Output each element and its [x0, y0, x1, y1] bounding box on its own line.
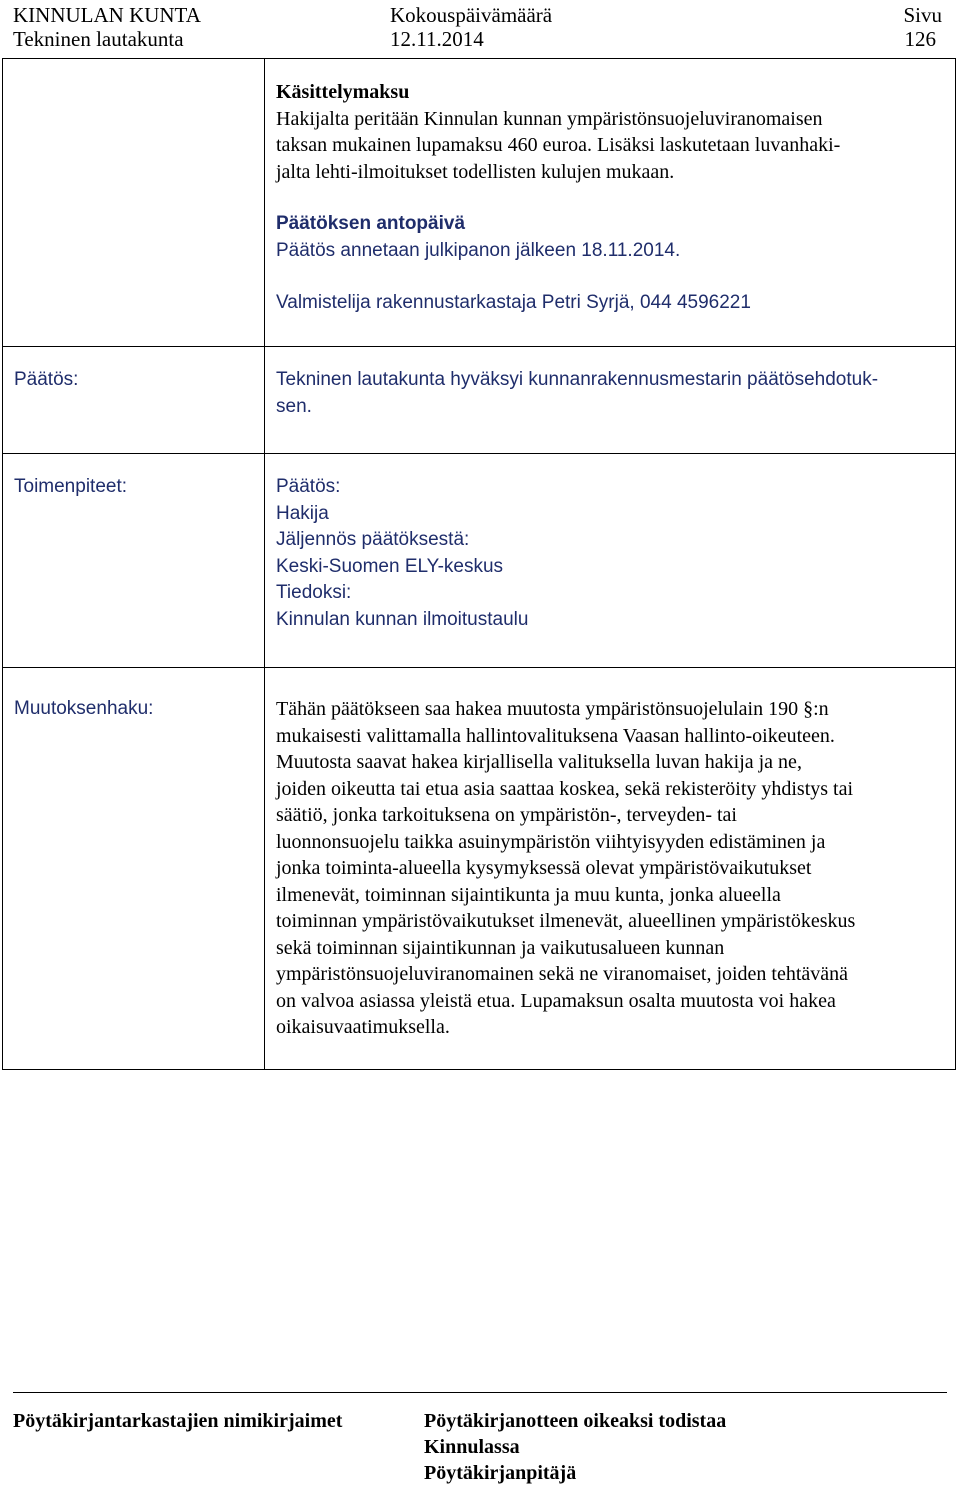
appeal-line: luonnonsuojelu taikka asuinympäristön viihtyisyyden edistäminen ja [276, 830, 826, 853]
actions-line: Jäljennös päätöksestä: [276, 529, 470, 550]
fee-line: taksan mukainen lupamaksu 460 euroa. Lisäksi laskutetaan luvanhaki- [276, 134, 841, 156]
footer-cert-line: Pöytäkirjanpitäjä [424, 1462, 577, 1484]
decision-date-text: Päätös annetaan julkipanon jälkeen 18.11.2014. [276, 239, 681, 261]
appeal-label: Muutoksenhaku: [3, 668, 265, 1069]
preparer-line: Valmistelija rakennustarkastaja Petri Syrjä, 044 4596221 [276, 292, 751, 313]
decision-line: sen. [276, 395, 312, 417]
meeting-date: 12.11.2014 [390, 27, 484, 51]
fee-row [3, 59, 955, 346]
decision-date-heading: Päätöksen antopäivä [276, 213, 466, 234]
page-label: Sivu [903, 3, 942, 27]
appeal-line: ilmenevät, toiminnan sijaintikunta ja muu kunta, jonka alueella [276, 883, 781, 906]
fee-line: jalta lehti-ilmoitukset todellisten kulujen mukaan. [276, 160, 675, 183]
actions-line: Keski-Suomen ELY-keskus [276, 555, 504, 577]
appeal-line: jonka toiminta-alueella kysymyksessä olevat ympäristövaikutukset [276, 857, 812, 879]
appeal-line: mukaisesti valittamalla hallintovalituksena Vaasan hallinto-oikeuteen. [276, 724, 835, 747]
decision-row [3, 346, 955, 453]
appeal-line: on valvoa asiassa yleistä etua. Lupamaksun osalta muutosta voi hakea [276, 989, 836, 1012]
appeal-content [265, 668, 955, 1069]
actions-line: Tiedoksi: [276, 582, 352, 603]
actions-line: Hakija [276, 502, 329, 524]
actions-line: Päätös: [276, 476, 341, 497]
meeting-date-label: Kokouspäivämäärä [390, 3, 553, 27]
municipality-name: KINNULAN KUNTA [13, 3, 201, 27]
fee-line: Hakijalta peritään Kinnulan kunnan ympäristönsuojeluviranomaisen [276, 107, 823, 130]
minutes-table [2, 58, 956, 1070]
appeal-line: oikaisuvaatimuksella. [276, 1016, 450, 1038]
appeal-line: ympäristönsuojeluviranomainen sekä ne viranomaiset, joiden tehtävänä [276, 963, 849, 985]
fee-heading: Käsittelymaksu [276, 81, 410, 103]
appeal-line: sekä toiminnan sijaintikunnan ja vaikutusalueen kunnan [276, 936, 725, 959]
appeal-line: Tähän päätökseen saa hakea muutosta ympäristönsuojelulain 190 §:n [276, 698, 829, 720]
fee-row-content [265, 59, 955, 346]
actions-content [265, 454, 955, 667]
page-header [0, 0, 960, 56]
decision-content [265, 347, 955, 453]
actions-label: Toimenpiteet: [3, 454, 265, 667]
footer-cert-line: Kinnulassa [424, 1436, 520, 1458]
fee-row-label [3, 59, 265, 346]
board-name: Tekninen lautakunta [13, 27, 184, 51]
actions-row [3, 453, 955, 667]
footer-initials-label: Pöytäkirjantarkastajien nimikirjaimet [13, 1410, 343, 1432]
decision-line: Tekninen lautakunta hyväksyi kunnanrakennusmestarin päätösehdotuk- [276, 369, 879, 390]
appeal-line: säätiö, jonka tarkoituksena on ympäristön-, terveyden- tai [276, 804, 737, 826]
appeal-row [3, 667, 955, 1069]
footer-certification [424, 1408, 726, 1486]
appeal-line: Muutosta saavat hakea kirjallisella valituksella luvan hakija ja ne, [276, 751, 802, 773]
actions-line: Kinnulan kunnan ilmoitustaulu [276, 608, 529, 630]
footer-divider [13, 1392, 947, 1393]
appeal-line: toiminnan ympäristövaikutukset ilmenevät, alueellinen ympäristökeskus [276, 910, 856, 932]
decision-label: Päätös: [3, 347, 265, 453]
page-number: 126 [904, 27, 936, 51]
appeal-line: joiden oikeutta tai etua asia saattaa koskea, sekä rekisteröity yhdistys tai [276, 777, 854, 800]
footer-cert-line: Pöytäkirjanotteen oikeaksi todistaa [424, 1410, 727, 1432]
